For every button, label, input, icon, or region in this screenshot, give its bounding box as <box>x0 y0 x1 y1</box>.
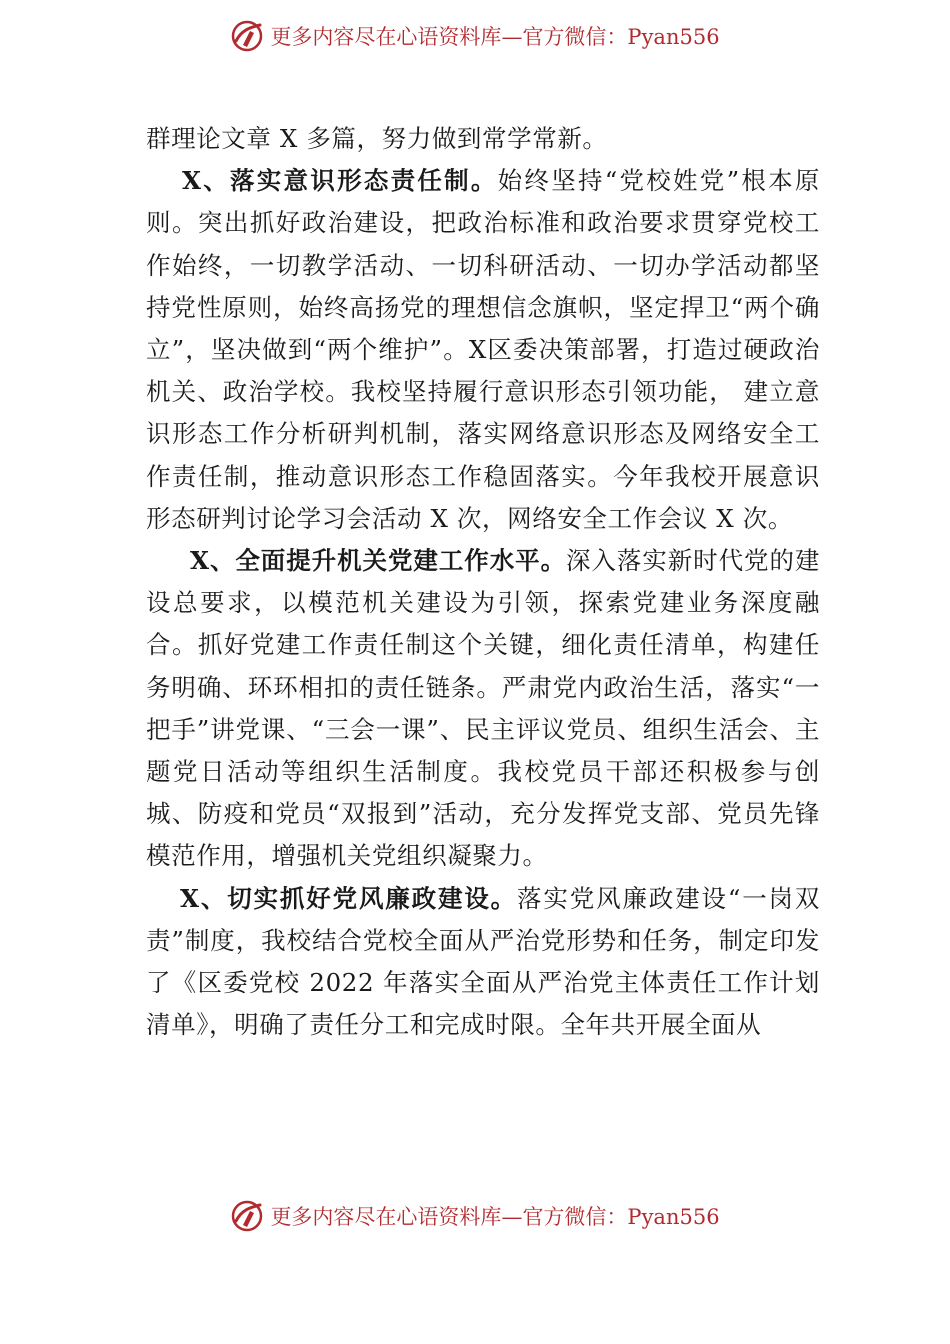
paragraph-integrity <box>146 878 820 1047</box>
document-body <box>146 118 820 1046</box>
paragraph-continuation: 群理论文章 X 多篇，努力做到常学常新。 <box>146 124 608 153</box>
section-heading: X、切实抓好党风廉政建设。 <box>180 883 518 913</box>
section-body: 深入落实新时代党的建设总要求，以模范机关建设为引领，探索党建业务深度融合。抓好党建工作责任制这个关键，细化责任清单，构建任务明确、环环相扣的责任链条。严肃党内政治生活，落实“一把手”讲党课、“三会一课”、民主评议党员、组织生活会、主题党日活动等组织生活制度。我校党员干部还积极参与创城、防疫和党员“双报到”活动，充分发挥党支部、党员先锋模范作用，增强机关党组织凝聚力。 <box>146 546 820 871</box>
watermark-banner-bottom <box>0 1196 950 1236</box>
watermark-text: 更多内容尽在心语资料库—官方微信：Pyan556 <box>270 1205 720 1229</box>
section-body: 始终坚持“党校姓党”根本原则。突出抓好政治建设，把政治标准和政治要求贯穿党校工作始终，一切教学活动、一切科研活动、一切办学活动都坚持党性原则，始终高扬党的理想信念旗帜，坚定捍卫“两个确立”，坚决做到“两个维护”。X区委决策部署，打造过硬政治机关、政治学校。我校坚持履行意识形态引领功能， 建立意识形态工作分析研判机制，落实网络意识形态及网络安全工作责任制，推动意识形态工作稳固落实。今年我校开展意识形态研判讨论学习会活动 X 次，网络安全工作会议 X 次。 <box>146 166 820 533</box>
brand-logo-icon <box>230 19 264 53</box>
brand-logo-icon <box>230 1199 264 1233</box>
watermark-text: 更多内容尽在心语资料库—官方微信：Pyan556 <box>270 25 720 49</box>
section-heading: X、全面提升机关党建工作水平。 <box>190 546 566 576</box>
section-body: 落实党风廉政建设“一岗双责”制度，我校结合党校全面从严治党形势和任务，制定印发了《区委党校 2022 年落实全面从严治党主体责任工作计划清单》，明确了责任分工和完成时限。全年共开展全面从 <box>146 883 820 1040</box>
section-heading: X、落实意识形态责任制。 <box>182 166 498 196</box>
paragraph-party-building <box>146 540 820 878</box>
watermark-banner-top <box>0 16 950 56</box>
paragraph-ideology <box>146 160 820 540</box>
